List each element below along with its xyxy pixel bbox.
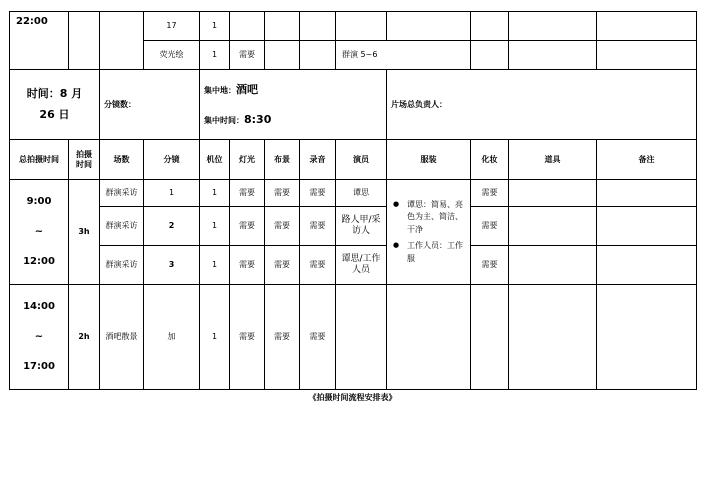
table-caption: 《拍摄时间流程安排表》 — [308, 393, 397, 402]
block2-end: 17:00 — [23, 361, 55, 372]
prev-cam: 1 — [200, 12, 230, 41]
header-total-time: 总拍摄时间 — [10, 140, 69, 180]
camera-cell: 1 — [200, 207, 230, 246]
header-shot: 分镜 — [144, 140, 200, 180]
block1-start: 9:00 — [26, 196, 52, 207]
set-cell: 需要 — [265, 246, 300, 285]
prev-actor: 群演 5~6 — [336, 41, 471, 70]
list-item: ● 工作人员：工作服 — [393, 240, 466, 265]
prev-scene: 荧光绘 — [144, 41, 200, 70]
camera-cell: 1 — [200, 180, 230, 207]
list-item: ● 谭思：简易、亮色为主、简洁、干净 — [393, 199, 466, 236]
header-camera: 机位 — [200, 140, 230, 180]
header-sound: 录音 — [300, 140, 336, 180]
site-manager-label: 片场总负责人： — [387, 70, 697, 140]
gather-info — [200, 70, 387, 140]
header-shoot-time: 拍摄时间 — [69, 140, 100, 180]
shot-cell: 加 — [144, 285, 200, 390]
block1-time — [10, 180, 69, 285]
table-row — [10, 246, 697, 285]
prev-time: 22:00 — [10, 12, 69, 70]
sound-cell: 需要 — [300, 246, 336, 285]
header-notes: 备注 — [597, 140, 697, 180]
table-row — [10, 180, 697, 207]
shots-count-label: 分镜数： — [100, 70, 200, 140]
header-scene: 场数 — [100, 140, 144, 180]
actor-cell: 谭思 — [336, 180, 387, 207]
shoot-date: 时间：8 月 26 日 — [10, 70, 100, 140]
costume-list — [387, 199, 470, 265]
location-value: 酒吧 — [236, 82, 258, 96]
day-info-row — [10, 70, 697, 140]
block2-tilde: ~ — [34, 331, 44, 342]
prev-light: 需要 — [230, 41, 265, 70]
block2-start: 14:00 — [23, 301, 55, 312]
prev-row-1 — [10, 12, 697, 41]
camera-cell: 1 — [200, 285, 230, 390]
scene-cell: 群演采访 — [100, 207, 144, 246]
table-row — [10, 285, 697, 390]
camera-cell: 1 — [200, 246, 230, 285]
header-row — [10, 140, 697, 180]
sound-cell: 需要 — [300, 180, 336, 207]
header-costume: 服装 — [387, 140, 471, 180]
location-label: 集中地： — [204, 85, 236, 95]
block2-duration: 2h — [69, 285, 100, 390]
header-props: 道具 — [509, 140, 597, 180]
header-makeup: 化妆 — [471, 140, 509, 180]
shot-cell: 3 — [144, 246, 200, 285]
makeup-cell: 需要 — [471, 207, 509, 246]
gather-time-label: 集中时间： — [204, 115, 244, 125]
header-actor: 演员 — [336, 140, 387, 180]
block1-costume — [387, 180, 471, 285]
gather-time-value: 8:30 — [244, 112, 272, 126]
actor-cell: 路人甲/采访人 — [336, 207, 387, 246]
schedule-sheet — [9, 11, 696, 402]
scene-cell: 群演采访 — [100, 246, 144, 285]
sound-cell: 需要 — [300, 285, 336, 390]
makeup-cell: 需要 — [471, 180, 509, 207]
shot-cell: 2 — [144, 207, 200, 246]
block1-tilde: ~ — [34, 226, 44, 237]
scene-cell: 群演采访 — [100, 180, 144, 207]
lighting-cell: 需要 — [230, 246, 265, 285]
prev-shot: 17 — [144, 12, 200, 41]
set-cell: 需要 — [265, 180, 300, 207]
lighting-cell: 需要 — [230, 207, 265, 246]
table-row — [10, 207, 697, 246]
prev-cam-2: 1 — [200, 41, 230, 70]
shot-cell: 1 — [144, 180, 200, 207]
lighting-cell: 需要 — [230, 285, 265, 390]
set-cell: 需要 — [265, 285, 300, 390]
header-lighting: 灯光 — [230, 140, 265, 180]
block1-duration: 3h — [69, 180, 100, 285]
header-set: 布景 — [265, 140, 300, 180]
makeup-cell: 需要 — [471, 246, 509, 285]
scene-cell: 酒吧散景 — [100, 285, 144, 390]
block2-time — [10, 285, 69, 390]
lighting-cell: 需要 — [230, 180, 265, 207]
set-cell: 需要 — [265, 207, 300, 246]
sound-cell: 需要 — [300, 207, 336, 246]
block1-end: 12:00 — [23, 256, 55, 267]
actor-cell: 谭思/工作人员 — [336, 246, 387, 285]
schedule-table — [9, 11, 697, 390]
